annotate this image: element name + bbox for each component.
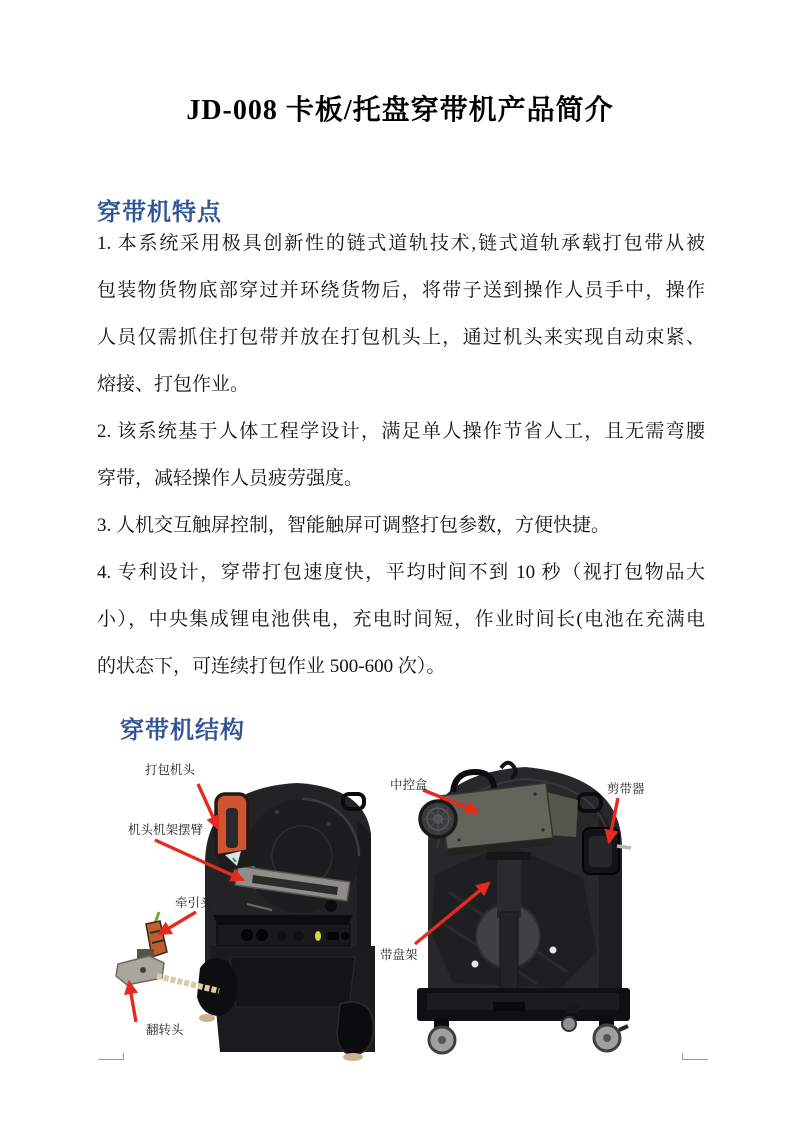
machine-rear-photo <box>417 763 631 1053</box>
label-swing-arm: 机头机架摆臂 <box>128 823 204 837</box>
body-line: 熔接、打包作业。 <box>97 374 250 395</box>
page-title: JD-008 卡板/托盘穿带机产品简介 <box>186 95 614 126</box>
label-reel-rack: 带盘架 <box>380 948 418 962</box>
body-line: 1. 本系统采用极具创新性的链式道轨技术,链式道轨承载打包带从被 <box>97 233 705 254</box>
label-belt-cutter: 剪带器 <box>607 782 645 796</box>
tool-shelf-part <box>213 915 353 946</box>
label-flip-head: 翻转头 <box>146 1023 184 1037</box>
body-line: 人员仅需抓住打包带并放在打包机头上，通过机头来实现自动束紧、 <box>97 327 705 348</box>
baler-head-part <box>216 794 254 871</box>
label-traction-head: 牵引头 <box>175 896 213 910</box>
machine-base-front <box>197 946 375 1061</box>
structure-figure <box>97 752 709 1064</box>
body-line: 3. 人机交互触屏控制，智能触屏可调整打包参数，方便快捷。 <box>97 515 611 536</box>
section-heading-features: 穿带机特点 <box>97 200 222 226</box>
arrow-flip-head <box>129 982 136 1022</box>
body-line: 2. 该系统基于人体工程学设计，满足单人操作节省人工，且无需弯腰 <box>97 421 705 442</box>
text-boundary-mark-left <box>98 1053 124 1060</box>
section-heading-structure: 穿带机结构 <box>120 718 245 744</box>
body-line: 包装物货物底部穿过并环绕货物后，将带子送到操作人员手中，操作 <box>97 280 705 301</box>
body-line: 4. 专利设计，穿带打包速度快，平均时间不到 10 秒（视打包物品大 <box>97 562 705 583</box>
machine-base-rear <box>417 988 630 1053</box>
body-line: 小），中央集成锂电池供电，充电时间短，作业时间长(电池在充满电 <box>97 609 705 630</box>
belt-cutter-part <box>583 828 631 874</box>
body-line: 穿带，减轻操作人员疲劳强度。 <box>97 468 364 489</box>
features-paragraphs <box>97 220 705 690</box>
label-baler-head: 打包机头 <box>145 763 196 777</box>
label-control-box: 中控盒 <box>390 778 428 792</box>
motor-fan-part <box>420 801 456 837</box>
text-boundary-mark-right <box>682 1053 708 1060</box>
machine-diagram <box>97 752 709 1064</box>
body-line: 的状态下，可连续打包作业 500-600 次）。 <box>97 656 446 677</box>
arrow-traction-head <box>159 912 196 934</box>
